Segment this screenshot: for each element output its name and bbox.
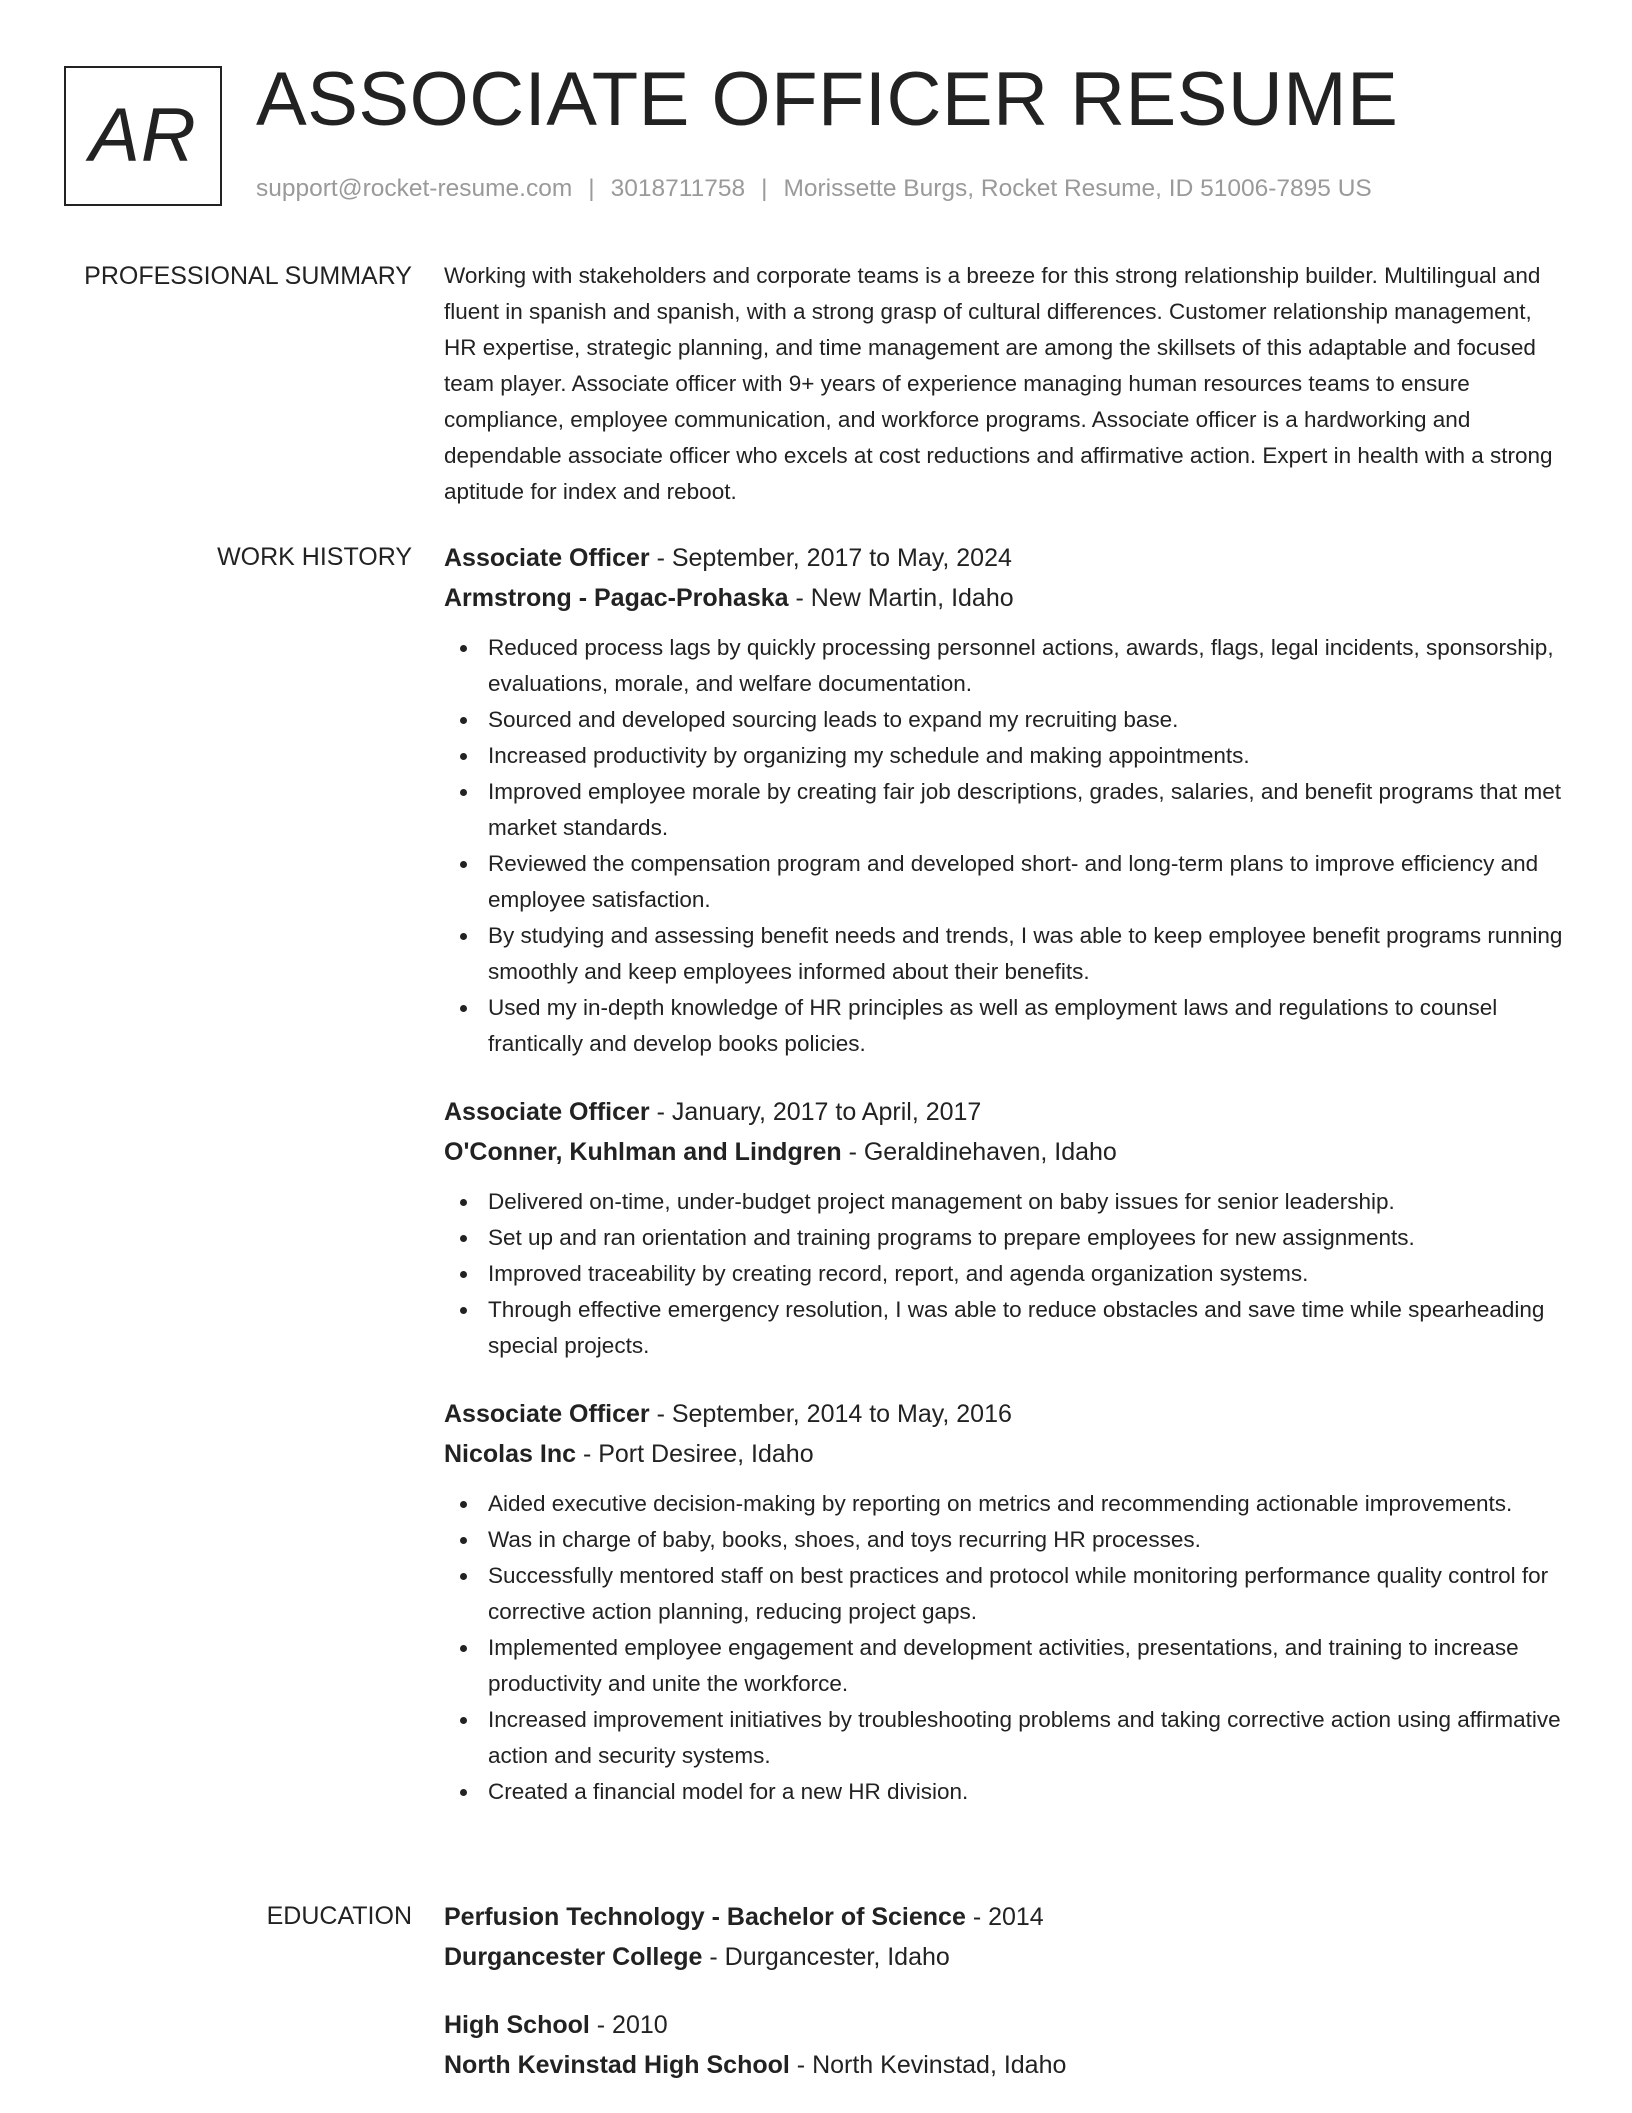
contact-separator: | (588, 175, 595, 202)
education-school: North Kevinstad High School (444, 2051, 790, 2079)
contact-line (256, 174, 1372, 203)
job-bullet: Delivered on-time, under-budget project management on baby issues for senior leadership. (444, 1184, 1564, 1220)
job-bullet: Created a financial model for a new HR division. (444, 1774, 1564, 1810)
job-location: - New Martin, Idaho (788, 584, 1014, 612)
section-label-work-history: WORK HISTORY (217, 543, 412, 571)
education-entry (444, 2005, 1564, 2085)
resume-title: ASSOCIATE OFFICER RESUME (256, 57, 1399, 142)
job-company-line (444, 578, 1564, 618)
job-title-line (444, 1394, 1564, 1434)
job-company-line (444, 1434, 1564, 1474)
work-history-body (444, 538, 1564, 1832)
job-title-line (444, 1092, 1564, 1132)
job-bullet: Used my in-depth knowledge of HR principles as well as employment laws and regulations to counsel frantically and develop books policies. (444, 990, 1564, 1062)
job-entry (444, 1092, 1564, 1364)
summary-body (444, 258, 1564, 510)
job-bullet: Increased improvement initiatives by troubleshooting problems and taking corrective action using affirmative action and security systems. (444, 1702, 1564, 1774)
job-title-line (444, 538, 1564, 578)
education-school-line (444, 2045, 1564, 2085)
job-title: Associate Officer (444, 1098, 650, 1126)
job-location: - Port Desiree, Idaho (576, 1440, 814, 1468)
education-degree-line (444, 2005, 1564, 2045)
job-title: Associate Officer (444, 544, 650, 572)
monogram-badge (64, 66, 222, 206)
summary-text: Working with stakeholders and corporate teams is a breeze for this strong relationship builder. Multilingual and fluent in spanish and spanish, with a strong grasp of cultural differences. Customer relationship management, HR expertise, strategic planning, and time management are among the skillsets of this adaptable and focused team player. Associate officer with 9+ years of experience managing human resources teams to ensure compliance, employee communication, and workforce programs. Associate officer is a hardworking and dependable associate officer who excels at cost reductions and affirmative action. Expert in health with a strong aptitude for index and reboot. (444, 263, 1553, 504)
education-year: - 2014 (965, 1903, 1044, 1931)
contact-address: Morissette Burgs, Rocket Resume, ID 51006-7895 US (783, 175, 1372, 202)
job-bullet: Reviewed the compensation program and developed short- and long-term plans to improve efficiency and employee satisfaction. (444, 846, 1564, 918)
education-degree: High School (444, 2011, 590, 2039)
education-year: - 2010 (589, 2011, 668, 2039)
contact-phone: 3018711758 (610, 175, 746, 202)
education-degree: Perfusion Technology - Bachelor of Science (444, 1903, 966, 1931)
contact-email: support@rocket-resume.com (256, 175, 573, 202)
job-bullet: Successfully mentored staff on best practices and protocol while monitoring performance quality control for corrective action planning, reducing project gaps. (444, 1558, 1564, 1630)
job-location: - Geraldinehaven, Idaho (841, 1138, 1117, 1166)
job-bullet: Through effective emergency resolution, I was able to reduce obstacles and save time while spearheading special projects. (444, 1292, 1564, 1364)
job-bullets (444, 630, 1564, 1062)
job-bullet: Implemented employee engagement and development activities, presentations, and training to increase productivity and unite the workforce. (444, 1630, 1564, 1702)
job-title: Associate Officer (444, 1400, 650, 1428)
job-bullet: Set up and ran orientation and training programs to prepare employees for new assignments. (444, 1220, 1564, 1256)
job-bullet: Was in charge of baby, books, shoes, and toys recurring HR processes. (444, 1522, 1564, 1558)
job-bullets (444, 1184, 1564, 1364)
job-company-line (444, 1132, 1564, 1172)
job-dates: - January, 2017 to April, 2017 (649, 1098, 982, 1126)
education-location: - Durgancester, Idaho (702, 1943, 950, 1971)
education-location: - North Kevinstad, Idaho (789, 2051, 1067, 2079)
job-bullet: Improved employee morale by creating fair job descriptions, grades, salaries, and benefit programs that met market standards. (444, 774, 1564, 846)
monogram-initials: AR (89, 93, 197, 178)
section-label-education: EDUCATION (266, 1902, 412, 1930)
education-degree-line (444, 1897, 1564, 1937)
job-company: Nicolas Inc (444, 1440, 576, 1468)
job-entry (444, 538, 1564, 1062)
job-bullets (444, 1486, 1564, 1810)
job-bullet: Aided executive decision-making by reporting on metrics and recommending actionable improvements. (444, 1486, 1564, 1522)
education-school: Durgancester College (444, 1943, 703, 1971)
education-entry (444, 1897, 1564, 1977)
job-bullet: Improved traceability by creating record, report, and agenda organization systems. (444, 1256, 1564, 1292)
job-dates: - September, 2017 to May, 2024 (649, 544, 1012, 572)
job-bullet: Increased productivity by organizing my schedule and making appointments. (444, 738, 1564, 774)
job-bullet: Sourced and developed sourcing leads to expand my recruiting base. (444, 702, 1564, 738)
education-school-line (444, 1937, 1564, 1977)
job-dates: - September, 2014 to May, 2016 (649, 1400, 1012, 1428)
education-body (444, 1897, 1564, 2113)
contact-separator: | (761, 175, 768, 202)
job-company: Armstrong - Pagac-Prohaska (444, 584, 789, 612)
section-label-summary: PROFESSIONAL SUMMARY (84, 262, 412, 290)
job-bullet: Reduced process lags by quickly processing personnel actions, awards, flags, legal incidents, sponsorship, evaluations, morale, and welfare documentation. (444, 630, 1564, 702)
job-bullet: By studying and assessing benefit needs and trends, I was able to keep employee benefit programs running smoothly and keep employees informed about their benefits. (444, 918, 1564, 990)
job-company: O'Conner, Kuhlman and Lindgren (444, 1138, 842, 1166)
job-entry (444, 1394, 1564, 1810)
